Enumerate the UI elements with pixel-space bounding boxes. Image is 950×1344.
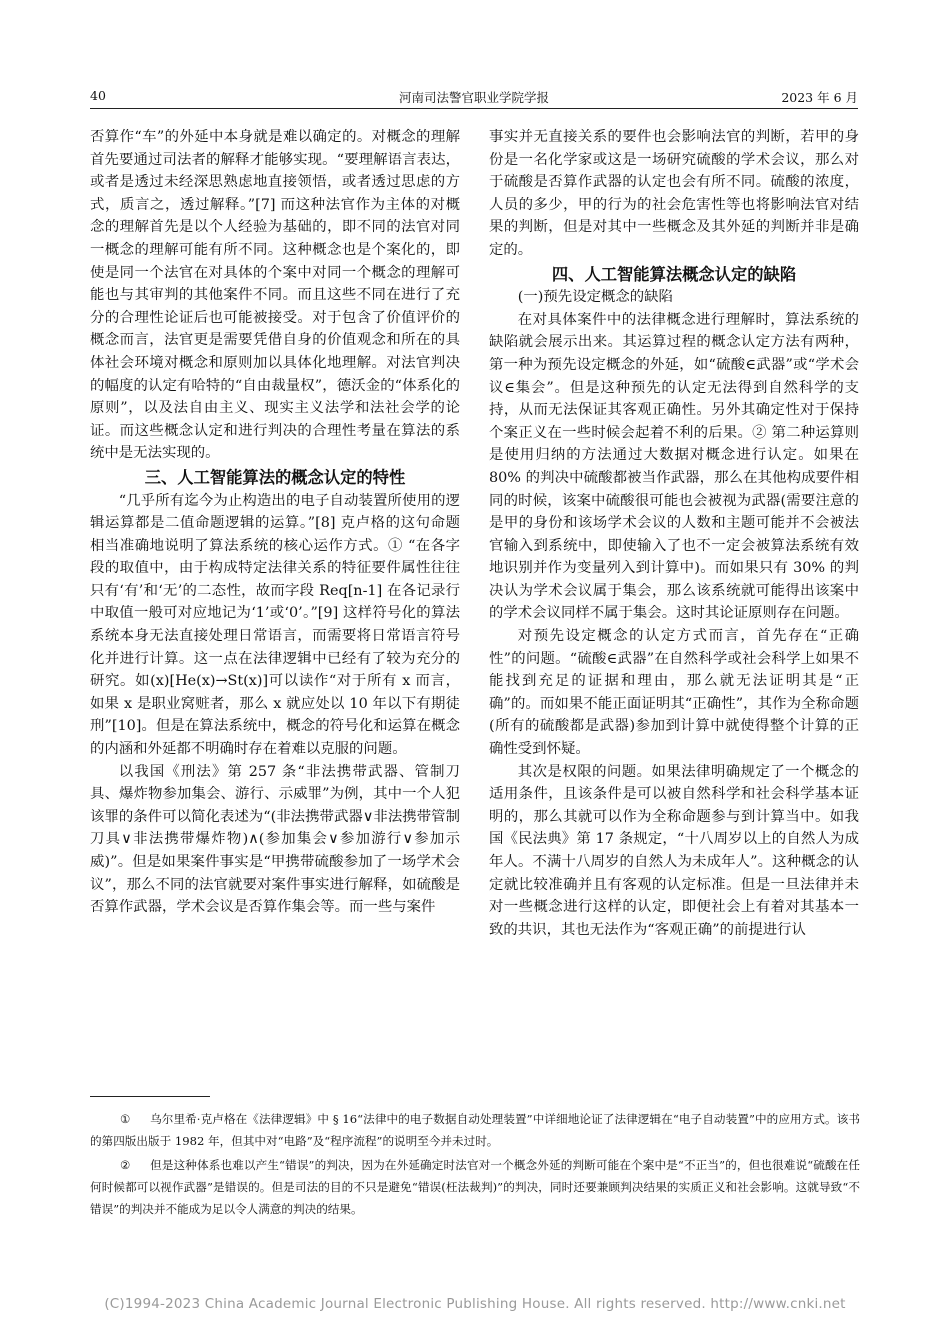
header-rule [90,108,858,109]
footnote-1 [90,1108,860,1152]
paragraph: 事实并无直接关系的要件也会影响法官的判断，若甲的身份是一名化学家或这是一场研究硫酸的学术会议，那么对于硫酸是否算作武器的认定也会有所不同。硫酸的浓度，人员的多少，甲的行为的社会危害性等也将影响法官对结果的判断，但是对其中一些概念及其外延的判断并非是确定的。 [489,129,859,258]
left-column [90,126,460,919]
paragraph: 以我国《刑法》第 257 条“非法携带武器、管制刀具、爆炸物参加集会、游行、示威罪”为例，其中一个人犯该罪的条件可以简化表述为“(非法携带武器∨非法携带管制刀具∨非法携带爆炸物)∧(参加集会∨参加游行∨参加示威)”。但是如果案件事实是“甲携带硫酸参加了一场学术会议”，那么不同的法官就要对案件事实进行解释，如硫酸是否算作武器，学术会议是否算作集会等。而一些与案件 [90,763,460,916]
subsection-heading: (一)预先设定概念的缺陷 [517,289,673,306]
paragraph: 其次是权限的问题。如果法律明确规定了一个概念的适用条件，且该条件是可以被自然科学和社会科学基本证明的，那么其就可以作为全称命题参与到计算当中。如我国《民法典》第 17 条规定，“十八周岁以上的自然人为成年人。不满十八周岁的自然人为未成年人”。这种概念的认定就比较准确并且有客观的认定标准。但是一旦法律并未对一些概念进行这样的认定，即便社会上有着对其基本一致的共识，其也无法作为“客观正确”的前提进行认 [489,763,859,938]
paragraph: “几乎所有迄今为止构造出的电子自动装置所使用的逻辑运算都是二值命题逻辑的运算。”[8] 克卢格的这句命题相当准确地说明了算法系统的核心运作方式。① “在各字段的取值中，由于构成特定法律关系的特征要件属性往往只有‘有’和‘无’的二态性，故而字段 Req[n-1] 在各记录行中取值一般可对应地记为‘1’或‘0’。”[9] 这样符号化的算法系统本身无法直接处理日常语言，而需要将日常语言符号化并进行计算。这一点在法律逻辑中已经有了较为充分的研究。如(x)[He(x)→St(x)]可以读作“对于所有 x 而言，如果 x 是职业窝赃者，那么 x 就应处以 10 年以下有期徒刑”[10]。但是在算法系统中，概念的符号化和运算在概念的内涵和外延都不明确时存在着难以克服的问题。 [90,492,460,758]
copyright-watermark: (C)1994-2023 China Academic Journal Electronic Publishing House. All rights reserved. http://www.cnki.net [104,1296,846,1312]
footnote-rule [90,1096,210,1097]
paragraph: 否算作“车”的外延中本身就是难以确定的。对概念的理解首先要通过司法者的解释才能够实现。“要理解语言表达，或者是透过未经深思熟虑地直接领悟，或者透过思虑的方式，质言之，透过解释。”[7] 而这种法官作为主体的对概念的理解首先是以个人经验为基础的，即不同的法官对同一概念的理解可能有所不同。这种概念也是个案化的，即使是同一个法官在对具体的个案中对同一个概念的理解可能也与其审判的其他案件不同。而且这些不同在进行了充分的合理性论证后也可能被接受。对于包含了价值评价的概念而言，法官更是需要凭借自身的价值观念和所在的具体社会环境对概念和原则加以具体化地理解。对法官判决的幅度的认定有哈特的“自由裁量权”，德沃金的“体系化的原则”，以及法自由主义、现实主义法学和法社会学的论证。而这些概念认定和进行判决的合理性考量在算法的系统中是无法实现的。 [90,129,460,462]
page-number: 40 [90,88,106,103]
footnote-2 [90,1154,860,1220]
right-column [489,126,859,941]
issue-date: 2023 年 6 月 [781,90,858,105]
footnote-mark: ② [120,1158,131,1172]
paragraph: 在对具体案件中的法律概念进行理解时，算法系统的缺陷就会展示出来。其运算过程的概念认定方法有两种，第一种为预先设定概念的外延，如“硫酸∈武器”或“学术会议∈集会”。但是这种预先的认定无法得到自然科学的支持，从而无法保证其客观正确性。另外其确定性对于保持个案正义在一些时候会起着不利的后果。② 第二种运算则是使用归纳的方法通过大数据对概念进行认定。如果在 80% 的判决中硫酸都被当作武器，那么在其他构成要件相同的时候，该案中硫酸很可能也会被视为武器(需要注意的是甲的身份和该场学术会议的人数和主题可能并不会被法官输入到系统中，即使输入了也不一定会被算法系统有效地识别并作为变量列入到计算中)。而如果只有 30% 的判决认为学术会议属于集会，那么该系统就可能得出该案中的学术会议同样不属于集会。这时其论证原则存在问题。 [489,311,859,622]
running-header [90,88,858,108]
footnote-text: 但是这种体系也难以产生“错误”的判决，因为在外延确定时法官对一个概念外延的判断可能在个案中是“不正当”的，但也很难说“硫酸在任何时候都可以视作武器”是错误的。但是司法的目的不只是避免“错误(枉法裁判)”的判决，同时还要兼顾判决结果的实质正义和社会影响。这就导致“不错误”的判决并不能成为足以令人满意的判决的结果。 [90,1158,860,1216]
footnote-mark: ① [120,1112,131,1126]
section-heading-4: 四、人工智能算法概念认定的缺陷 [551,264,797,284]
paragraph: 对预先设定概念的认定方式而言，首先存在“正确性”的问题。“硫酸∈武器”在自然科学或社会科学上如果不能找到充足的证据和理由，那么就无法证明其是“正确”的。而如果不能正面证明其“正确性”，其作为全称命题(所有的硫酸都是武器)参加到计算中就使得整个计算的正确性受到怀疑。 [489,628,859,758]
journal-title: 河南司法警官职业学院学报 [398,90,549,105]
footnote-text: 乌尔里希·克卢格在《法律逻辑》中 § 16“法律中的电子数据自动处理装置”中详细地论证了法律逻辑在“电子自动装置”中的应用方式。该书的第四版出版于 1982 年，但其中对“电路”及“程序流程”的说明至今并未过时。 [90,1112,860,1148]
section-heading-3: 三、人工智能算法的概念认定的特性 [144,467,406,487]
